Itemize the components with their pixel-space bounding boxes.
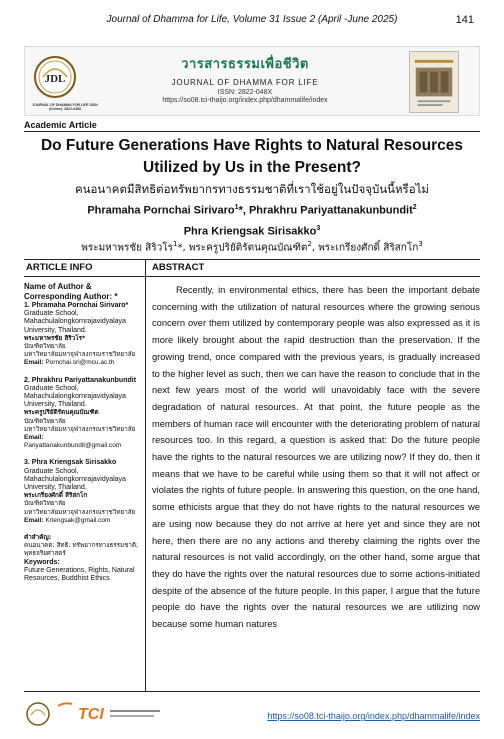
- info-author-name: 1. Phramaha Pornchai Sirivaro*: [24, 302, 129, 309]
- banner-masthead: [145, 53, 345, 104]
- info-author-affiliation: Graduate School, Mahachulalongkornrajavidyalaya University, Thailand.: [24, 384, 126, 409]
- article-title-thai: คนอนาคตมีสิทธิต่อทรัพยากรทางธรรมชาติที่เราใช้อยู่ในปัจจุบันนี้หรือไม่: [74, 182, 430, 196]
- info-author-affiliation: Graduate School, Mahachulalongkornrajavidyalaya University, Thailand.: [24, 310, 126, 334]
- footer-logos: [24, 700, 174, 728]
- footer-url-link[interactable]: https://so08.tci-thaijo.org/index.php/dhammalife/index: [267, 711, 480, 721]
- author-1-thai-affil: 1: [173, 240, 178, 248]
- divider: [24, 276, 480, 277]
- journal-url: https://so08.tci-thaijo.org/index.php/dhammalife/index: [162, 97, 328, 104]
- abstract-heading: ABSTRACT: [152, 262, 205, 273]
- author-1-thai-mark: *: [177, 242, 183, 254]
- page-number: 141: [455, 14, 474, 26]
- divider: [24, 131, 480, 132]
- divider: [24, 259, 480, 260]
- tci-logo-icon: [58, 703, 160, 723]
- info-univ-thai: มหาวิทยาลัยมหาจุฬาลงกรณราชวิทยาลัย: [24, 425, 136, 433]
- column-divider: [145, 259, 146, 691]
- article-title-en: Do Future Generations Have Rights to Natural Resources Utilized by Us in the Present?: [40, 137, 464, 176]
- author-block-1: [24, 302, 142, 368]
- email-label: Email:: [24, 434, 44, 442]
- author-1-thai: พระมหาพรชัย สิริวโร: [81, 242, 173, 254]
- info-author-name-thai: พระครูปริยัติรัตนคุณบัณฑิต: [24, 409, 99, 417]
- divider: [24, 691, 480, 692]
- authors-en: [24, 199, 480, 240]
- email-label: Email:: [24, 516, 44, 524]
- author-block-3: [24, 459, 142, 525]
- journal-cover-thumbnail: [409, 51, 459, 113]
- journal-running-title: Journal of Dhamma for Life, Volume 31 Issue 2 (April -June 2025): [106, 14, 398, 25]
- journal-banner: [24, 46, 480, 116]
- jdl-small-logo-icon: [27, 703, 49, 725]
- info-author-affiliation: Graduate School, Mahachulalongkornrajavidyalaya University, Thailand.: [24, 467, 126, 492]
- author-1-affil: 1: [234, 204, 239, 211]
- info-author-name-thai: พระเกรียงศักดิ์ สิริสกโก: [24, 492, 88, 500]
- author-2-thai: , พระครูปริยัติรัตนคุณบัณฑิต: [182, 242, 308, 254]
- author-2: , Phrakhru Pariyattanakunbundit: [242, 204, 413, 217]
- jdl-logo-icon: [33, 55, 77, 105]
- abstract-text: Recently, in environmental ethics, there has been the important debate concerning with the utilization of natural resources where the growing serious concern over them utilized by contemporary people was also expressed as it is more likely brought about the rapid destruction than the preservation. If the growing trend, once compared with the previous years, is gradually increased to the higher level as such, then we can have the reason to conclude that in the next few years most of the world will unavoidably face with the severe degradation of natural resources. At that point, the future people as the members of human race will encounter with the deteriorating problem of natural resources too. In this regard, a question is asked that: Do the future people have the rights to the natural resources we are utilizing now? If they do, then it means that we have to be careful while using them so that it will not affect or violates the rights of future people. In answering this question, on the one hand, some ethicists argue that they do not have rights to the natural resources we are using now because they do not arrive at here yet and since they are not here, then there are no any actions and thereby claiming the rights over the natural resources is not valid accordingly, on the other hand, some argue that they do have the rights over the natural resources due to some actions-initiated despite of the absence of the future people. In this paper, I argue that the future people do have the rights over the natural resources we are utilizing now because some human natures: [152, 285, 480, 630]
- journal-title-en: JOURNAL OF DHAMMA FOR LIFE: [171, 78, 319, 87]
- info-univ-thai: มหาวิทยาลัยมหาจุฬาลงกรณราชวิทยาลัย: [24, 508, 136, 516]
- running-head: [0, 14, 504, 30]
- info-author-email[interactable]: Pornchai.sri@mcu.ac.th: [45, 359, 115, 367]
- keywords-block: [24, 534, 142, 583]
- info-univ-thai: มหาวิทยาลัยมหาจุฬาลงกรณราชวิทยาลัย: [24, 351, 136, 359]
- jdl-logo-text: JDL: [44, 73, 66, 85]
- info-author-name: 3. Phra Kriengsak Sirisakko: [24, 459, 117, 467]
- info-school-thai: บัณฑิตวิทยาลัย: [24, 500, 66, 508]
- author-block-2: [24, 377, 142, 451]
- info-author-email[interactable]: Pariyattanakunbundit@gmail.com: [24, 442, 122, 450]
- author-3-thai-affil: 3: [418, 240, 423, 248]
- article-type: Academic Article: [24, 120, 97, 130]
- email-label: Email:: [24, 359, 44, 367]
- abstract-body: [152, 282, 480, 633]
- author-3: Phra Kriengsak Sirisakko: [183, 225, 317, 238]
- author-3-affil: 3: [316, 224, 321, 232]
- article-info: [24, 282, 142, 583]
- journal-title-thai: วารสารธรรมเพื่อชีวิต: [181, 57, 309, 72]
- corresponding-mark: *: [238, 204, 243, 217]
- logo-caption: JOURNAL OF DHAMMA FOR LIFE ISSN (Online): 2822-048X: [32, 103, 98, 111]
- author-3-thai: , พระเกรียงศักดิ์ สิริสกโก: [311, 242, 419, 254]
- info-author-name-thai: พระมหาพรชัย สิริวโร*: [24, 334, 86, 342]
- info-school-thai: บัณฑิตวิทยาลัย: [24, 343, 66, 351]
- author-2-affil: 2: [412, 204, 417, 211]
- info-school-thai: บัณฑิตวิทยาลัย: [24, 417, 66, 425]
- info-author-email[interactable]: Kriengsak@gmail.com: [45, 516, 111, 524]
- tci-label: TCI: [78, 706, 104, 723]
- keywords: Future Generations, Rights, Natural Resources, Buddhist Ethics: [24, 566, 135, 583]
- authors-thai: [24, 236, 480, 256]
- author-2-thai-affil: 2: [307, 240, 312, 248]
- journal-issn: ISSN: 2822-048X: [217, 89, 273, 96]
- article-info-heading: ARTICLE INFO: [26, 262, 93, 273]
- keywords-thai-label: คำสำคัญ:: [24, 534, 52, 542]
- keywords-label: Keywords:: [24, 558, 60, 566]
- keywords-thai: คนอนาคต; สิทธิ; ทรัพยากรทางธรรมชาติ; พุทธจริยศาสตร์: [24, 542, 139, 558]
- info-author-name: 2. Phrakhru Pariyattanakunbundit: [24, 376, 137, 384]
- author-1: Phramaha Pornchai Sirivaro: [87, 204, 235, 217]
- author-label: Name of Author & Corresponding Author: *: [24, 282, 118, 301]
